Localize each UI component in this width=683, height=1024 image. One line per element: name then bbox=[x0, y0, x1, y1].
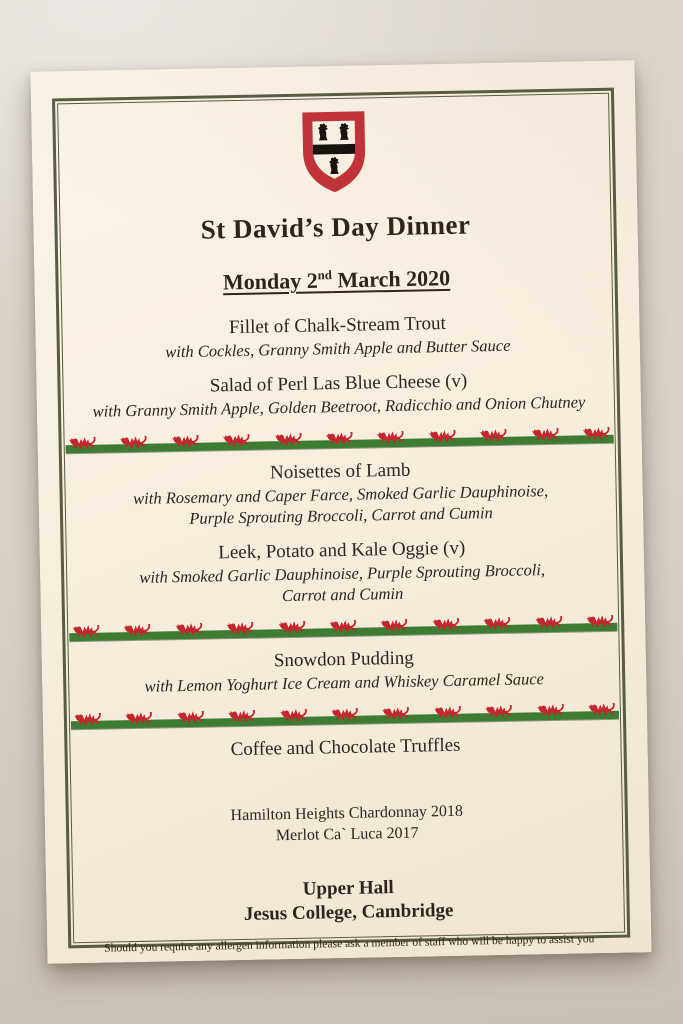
wine-list bbox=[230, 801, 463, 847]
welsh-dragon-icon bbox=[379, 617, 409, 634]
welsh-dragon-icon bbox=[277, 619, 307, 636]
menu-date-text: Monday 2 bbox=[222, 267, 318, 295]
welsh-dragon-icon bbox=[174, 621, 204, 638]
welsh-dragon-icon bbox=[170, 433, 200, 450]
course-description: with Granny Smith Apple, Golden Beetroot, Radicchio and Onion Chutney bbox=[92, 392, 586, 422]
allergen-note: Should you require any allergen information please ask a member of staff who will be happy to assist you bbox=[104, 932, 595, 955]
menu-date-text-after: March 2020 bbox=[331, 265, 451, 293]
welsh-dragon-icon bbox=[67, 435, 97, 452]
welsh-dragon-icon bbox=[225, 620, 255, 637]
dragon-separator bbox=[65, 425, 613, 455]
course-item bbox=[68, 534, 617, 611]
welsh-dragon-icon bbox=[585, 613, 615, 630]
welsh-dragon-icon bbox=[73, 711, 103, 728]
welsh-dragon-icon bbox=[122, 622, 152, 639]
course-item bbox=[63, 309, 612, 365]
course-description: Carrot and Cumin bbox=[281, 584, 404, 606]
welsh-dragon-icon bbox=[431, 616, 461, 633]
welsh-dragon-icon bbox=[124, 710, 154, 727]
course-description: with Rosemary and Caper Farce, Smoked Garlic Dauphinoise, bbox=[132, 481, 549, 509]
course-name: Salad of Perl Las Blue Cheese (v) bbox=[209, 370, 468, 397]
welsh-dragon-icon bbox=[328, 618, 358, 635]
welsh-dragon-icon bbox=[427, 428, 457, 445]
menu-date bbox=[223, 259, 451, 297]
welsh-dragon-icon bbox=[581, 425, 611, 442]
welsh-dragon-icon bbox=[381, 705, 411, 722]
course-description: Purple Sprouting Broccoli, Carrot and Cumin bbox=[189, 503, 493, 529]
welsh-dragon-icon bbox=[330, 706, 360, 723]
course-description: with Lemon Yoghurt Ice Cream and Whiskey Caramel Sauce bbox=[144, 669, 545, 697]
welsh-dragon-icon bbox=[71, 623, 101, 640]
welsh-dragon-icon bbox=[484, 703, 514, 720]
dragon-separator bbox=[69, 613, 617, 643]
dragon-separator bbox=[71, 701, 619, 731]
course-item bbox=[66, 455, 615, 532]
welsh-dragon-icon bbox=[432, 704, 462, 721]
course-name: Coffee and Chocolate Truffles bbox=[230, 735, 461, 761]
welsh-dragon-icon bbox=[119, 434, 149, 451]
welsh-dragon-icon bbox=[273, 431, 303, 448]
course-name: Snowdon Pudding bbox=[273, 647, 414, 672]
course-description: with Cockles, Granny Smith Apple and Butter Sauce bbox=[165, 336, 511, 362]
menu-card bbox=[30, 60, 651, 963]
wine-item: Merlot Ca` Luca 2017 bbox=[275, 824, 419, 845]
welsh-dragon-icon bbox=[176, 709, 206, 726]
course-name: Leek, Potato and Kale Oggie (v) bbox=[218, 537, 466, 564]
welsh-dragon-icon bbox=[482, 615, 512, 632]
courses-list bbox=[63, 309, 620, 778]
welsh-dragon-icon bbox=[535, 702, 565, 719]
welsh-dragon-icon bbox=[227, 708, 257, 725]
wine-item: Hamilton Heights Chardonnay 2018 bbox=[230, 803, 464, 825]
menu-border-outer bbox=[52, 88, 630, 955]
venue-hall: Upper Hall bbox=[302, 877, 394, 901]
welsh-dragon-icon bbox=[324, 430, 354, 447]
course-item bbox=[64, 367, 613, 423]
venue bbox=[243, 875, 453, 927]
menu-content bbox=[58, 94, 624, 955]
welsh-dragon-icon bbox=[222, 432, 252, 449]
course-description: with Smoked Garlic Dauphinoise, Purple Sprouting Broccoli, bbox=[139, 560, 546, 588]
course-item bbox=[70, 643, 619, 699]
menu-title: St David’s Day Dinner bbox=[200, 209, 471, 245]
college-crest-icon bbox=[297, 108, 371, 195]
welsh-dragon-icon bbox=[278, 707, 308, 724]
welsh-dragon-icon bbox=[534, 614, 564, 631]
welsh-dragon-icon bbox=[587, 701, 617, 718]
venue-college: Jesus College, Cambridge bbox=[243, 900, 454, 926]
welsh-dragon-icon bbox=[376, 429, 406, 446]
menu-date-ordinal: nd bbox=[317, 268, 332, 283]
course-name: Noisettes of Lamb bbox=[269, 459, 411, 484]
welsh-dragon-icon bbox=[530, 426, 560, 443]
course-name: Fillet of Chalk-Stream Trout bbox=[228, 313, 447, 339]
menu-border-inner bbox=[57, 93, 625, 955]
course-item bbox=[71, 731, 619, 766]
welsh-dragon-icon bbox=[479, 427, 509, 444]
